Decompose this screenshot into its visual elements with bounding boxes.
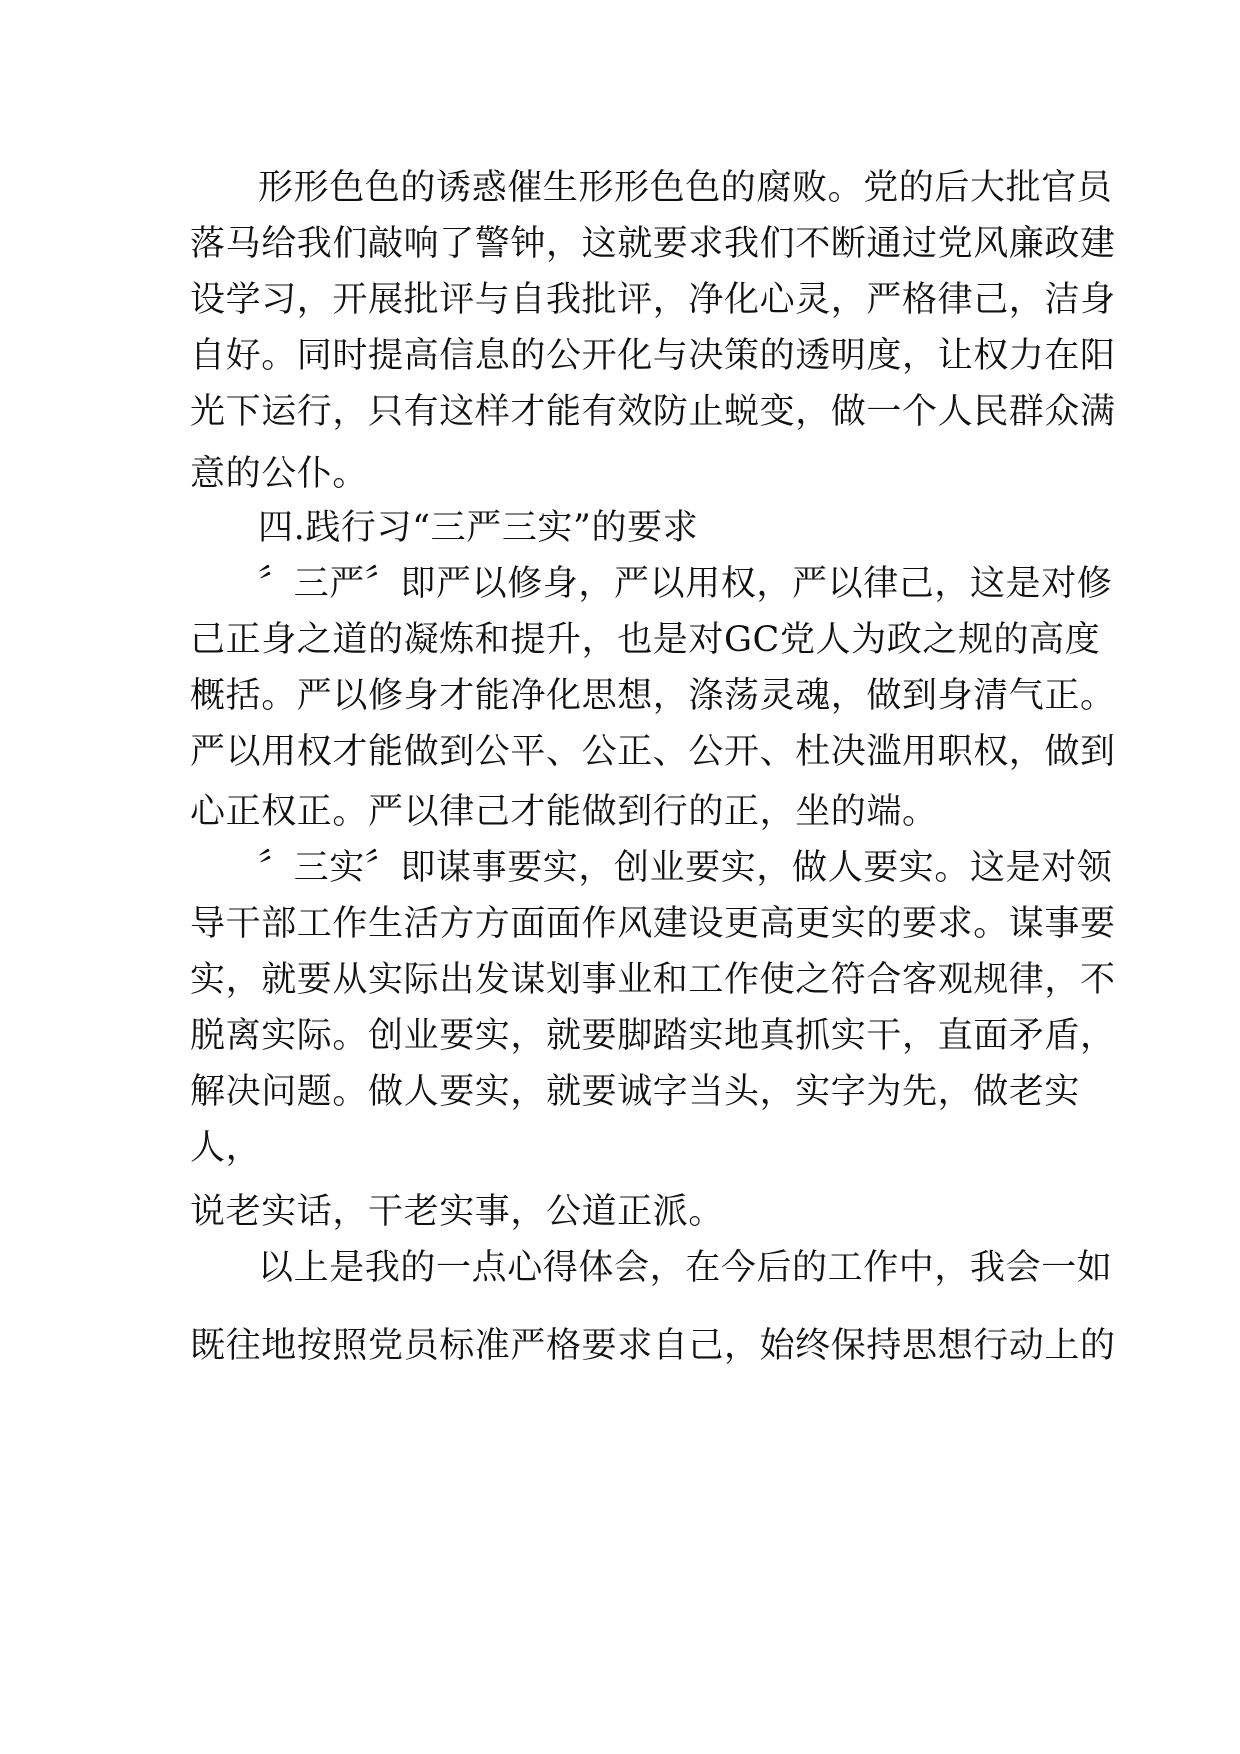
paragraph-line: 〞三实〞即谋事要实，创业要实，做人要实。这是对领: [258, 848, 1113, 888]
paragraph-line: 概括。严以修身才能净化思想，涤荡灵魂，做到身清气正。: [190, 676, 1116, 716]
paragraph-line: 严以用权才能做到公平、公正、公开、杜决滥用职权，做到: [190, 732, 1116, 772]
paragraph-line: 己正身之道的凝炼和提升，也是对GC党人为政之规的高度: [190, 620, 1101, 660]
paragraph-line: 意的公仆。: [190, 454, 369, 494]
paragraph-line: 设学习，开展批评与自我批评，净化心灵，严格律己，洁身: [190, 280, 1116, 320]
paragraph-line: 人，: [190, 1128, 262, 1168]
paragraph-line: 〞三严〞即严以修身，严以用权，严以律己，这是对修: [258, 564, 1113, 604]
paragraph-line: 解决问题。做人要实，就要诚字当头，实字为先，做老实: [190, 1072, 1081, 1112]
section-heading: 四.践行习“三严三实”的要求: [258, 508, 699, 548]
paragraph-line: 既往地按照党员标准严格要求自己，始终保持思想行动上的: [190, 1326, 1116, 1366]
paragraph-line: 导干部工作生活方方面面作风建设更高更实的要求。谋事要: [190, 904, 1116, 944]
paragraph-line: 说老实话，干老实事，公道正派。: [190, 1192, 725, 1232]
paragraph-line: 光下运行，只有这样才能有效防止蜕变，做一个人民群众满: [190, 392, 1116, 432]
paragraph-line: 心正权正。严以律己才能做到行的正，坐的端。: [190, 792, 938, 832]
paragraph-line: 脱离实际。创业要实，就要脚踏实地真抓实干，直面矛盾，: [190, 1016, 1116, 1056]
paragraph-line: 形形色色的诱惑催生形形色色的腐败。党的后大批官员: [258, 168, 1113, 208]
paragraph-line: 自好。同时提高信息的公开化与决策的透明度，让权力在阳: [190, 336, 1116, 376]
paragraph-line: 落马给我们敲响了警钟，这就要求我们不断通过党风廉政建: [190, 224, 1116, 264]
paragraph-line: 以上是我的一点心得体会，在今后的工作中，我会一如: [258, 1248, 1113, 1288]
paragraph-line: 实，就要从实际出发谋划事业和工作使之符合客观规律，不: [190, 960, 1116, 1000]
